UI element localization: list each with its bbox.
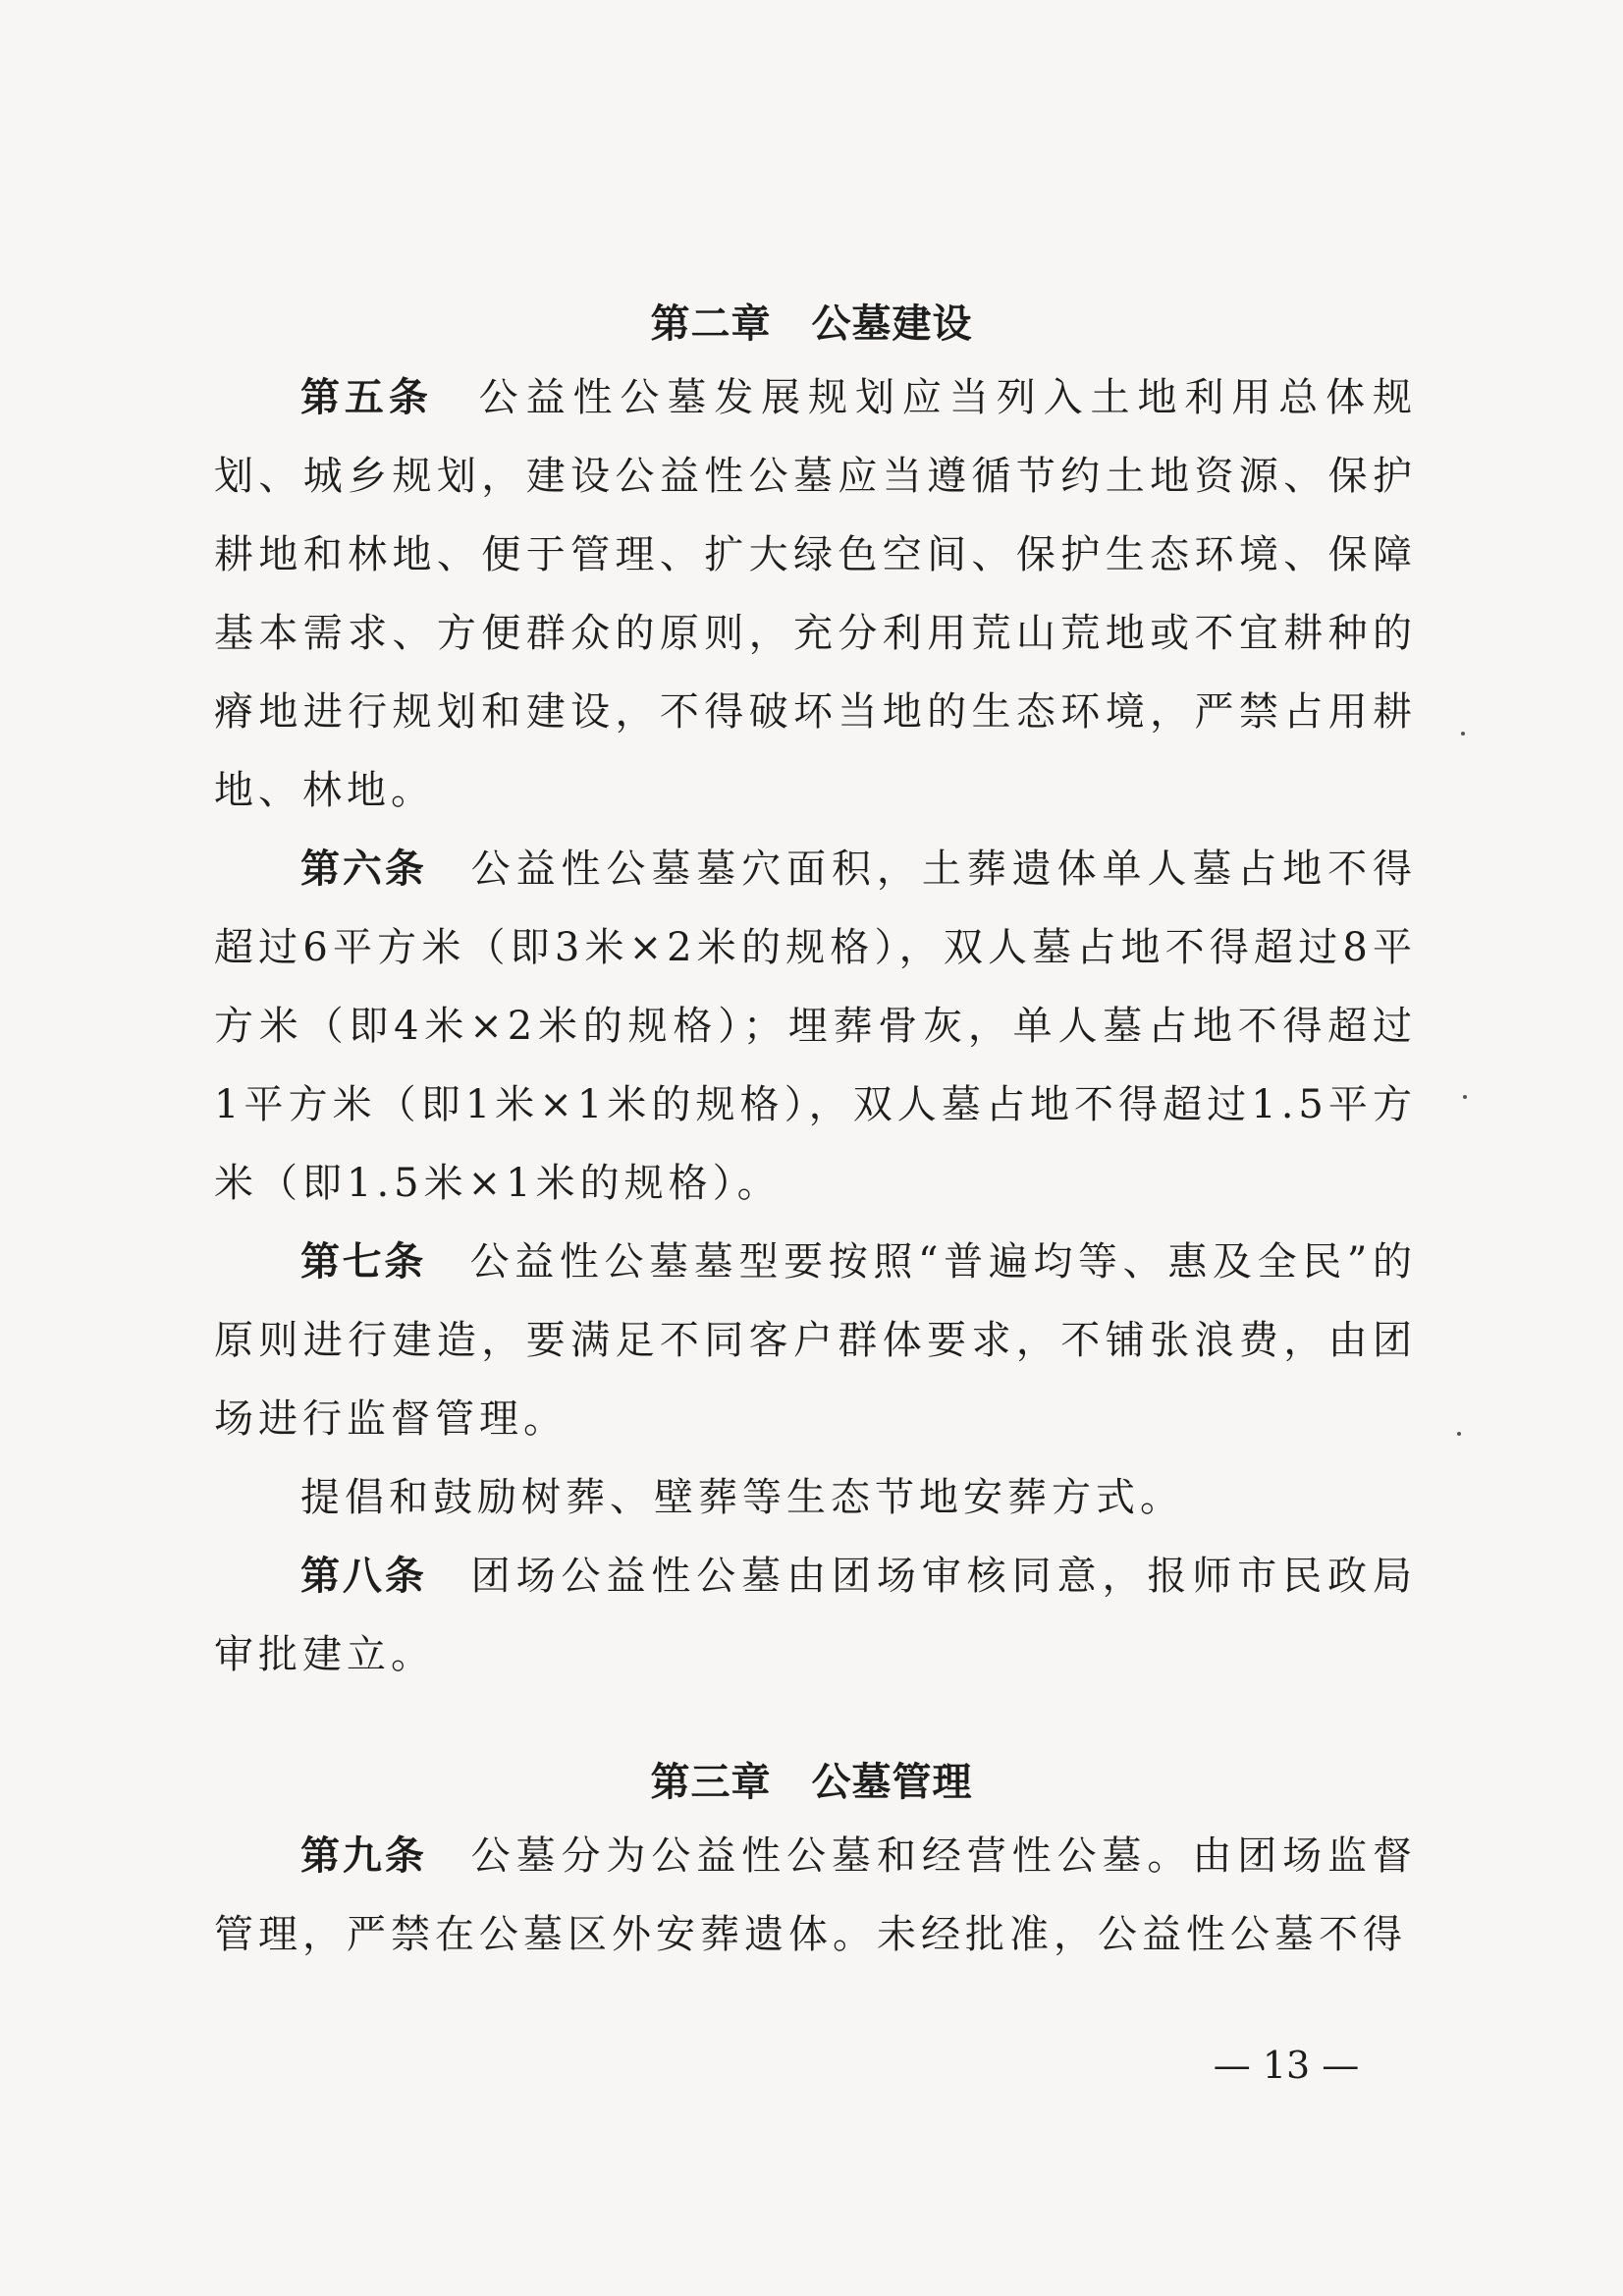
article-9 — [214, 1817, 1417, 1974]
article-7-text: 公益性公墓墓型要按照“普遍均等、惠及全民”的原则进行建造，要满足不同客户群体要求，不铺张浪费，由团场进行监督管理。 — [214, 1239, 1417, 1442]
chapter-2-heading: 第二章 公墓建设 — [650, 301, 973, 347]
article-8-text: 团场公益性公墓由团场审核同意，报师市民政局审批建立。 — [214, 1554, 1417, 1677]
scan-speck — [1463, 1095, 1467, 1099]
article-6 — [214, 830, 1417, 1223]
scan-speck — [1461, 732, 1465, 736]
article-6-label: 第六条 — [300, 847, 427, 892]
scan-speck — [1457, 1432, 1461, 1436]
article-8-label: 第八条 — [300, 1554, 427, 1599]
article-9-label: 第九条 — [300, 1833, 427, 1879]
article-8 — [214, 1537, 1417, 1694]
article-5-label: 第五条 — [300, 375, 433, 420]
article-9-text: 公墓分为公益性公墓和经营性公墓。由团场监督管理，严禁在公墓区外安葬遗体。未经批准，公益性公墓不得 — [214, 1833, 1417, 1957]
ecological-burial-paragraph: 提倡和鼓励树葬、壁葬等生态节地安葬方式。 — [300, 1475, 1184, 1520]
chapter-3-heading: 第三章 公墓管理 — [650, 1760, 973, 1805]
article-5 — [214, 358, 1417, 830]
article-7-label: 第七条 — [300, 1239, 426, 1285]
article-5-text: 公益性公墓发展规划应当列入土地利用总体规划、城乡规划，建设公益性公墓应当遵循节约土地资源、保护耕地和林地、便于管理、扩大绿色空间、保护生态环境、保障基本需求、方便群众的原则，充分利用荒山荒地或不宜耕种的瘠地进行规划和建设，不得破坏当地的生态环境，严禁占用耕地、林地。 — [214, 375, 1418, 813]
article-7 — [214, 1223, 1417, 1458]
page-number: — 13 — — [1213, 2044, 1360, 2087]
article-6-text: 公益性公墓墓穴面积，土葬遗体单人墓占地不得超过6平方米（即3米×2米的规格），双人墓占地不得超过8平方米（即4米×2米的规格）；埋葬骨灰，单人墓占地不得超过1平方米（即1米×1米的规格），双人墓占地不得超过1.5平方米（即1.5米×1米的规格）。 — [214, 847, 1417, 1206]
